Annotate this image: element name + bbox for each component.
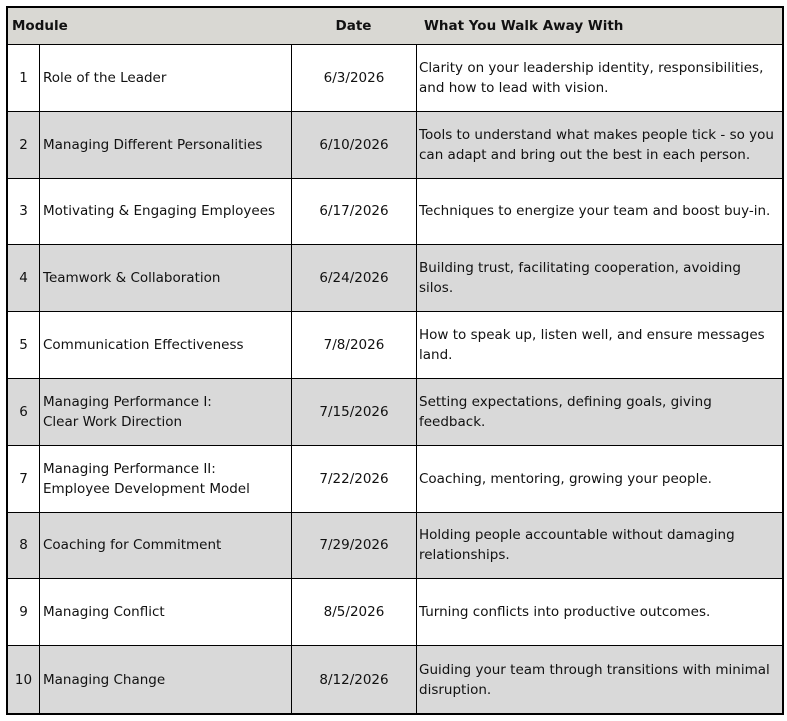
row-2-title: Managing Different Personalities: [39, 112, 291, 179]
header-walk-away: What You Walk Away With: [416, 8, 782, 45]
row-7-title: Managing Performance II: Employee Development Model: [39, 446, 291, 513]
row-10-title: Managing Change: [39, 646, 291, 713]
row-9-walk-away: Turning conflicts into productive outcomes.: [416, 579, 782, 646]
row-8-walk-away: Holding people accountable without damaging relationships.: [416, 513, 782, 580]
row-5-date: 7/8/2026: [291, 312, 416, 379]
row-7-date: 7/22/2026: [291, 446, 416, 513]
row-4-title: Teamwork & Collaboration: [39, 245, 291, 312]
row-3-title: Motivating & Engaging Employees: [39, 179, 291, 246]
row-6-number: 6: [8, 379, 39, 446]
row-10-walk-away: Guiding your team through transitions with minimal disruption.: [416, 646, 782, 713]
row-8-date: 7/29/2026: [291, 513, 416, 580]
row-3-number: 3: [8, 179, 39, 246]
row-1-date: 6/3/2026: [291, 45, 416, 112]
row-9-date: 8/5/2026: [291, 579, 416, 646]
row-7-walk-away: Coaching, mentoring, growing your people.: [416, 446, 782, 513]
row-1-walk-away: Clarity on your leadership identity, responsibilities, and how to lead with vision.: [416, 45, 782, 112]
module-schedule-table: [6, 6, 784, 715]
row-10-date: 8/12/2026: [291, 646, 416, 713]
row-6-date: 7/15/2026: [291, 379, 416, 446]
row-9-number: 9: [8, 579, 39, 646]
row-5-walk-away: How to speak up, listen well, and ensure messages land.: [416, 312, 782, 379]
row-9-title: Managing Conflict: [39, 579, 291, 646]
row-6-walk-away: Setting expectations, defining goals, giving feedback.: [416, 379, 782, 446]
row-4-walk-away: Building trust, facilitating cooperation, avoiding silos.: [416, 245, 782, 312]
row-6-title: Managing Performance I: Clear Work Direction: [39, 379, 291, 446]
row-3-walk-away: Techniques to energize your team and boost buy-in.: [416, 179, 782, 246]
row-5-title: Communication Effectiveness: [39, 312, 291, 379]
row-8-number: 8: [8, 513, 39, 580]
header-date: Date: [291, 8, 416, 45]
row-2-walk-away: Tools to understand what makes people tick - so you can adapt and bring out the best in each person.: [416, 112, 782, 179]
row-3-date: 6/17/2026: [291, 179, 416, 246]
row-1-title: Role of the Leader: [39, 45, 291, 112]
row-4-date: 6/24/2026: [291, 245, 416, 312]
header-module: Module: [8, 8, 291, 45]
row-10-number: 10: [8, 646, 39, 713]
row-2-number: 2: [8, 112, 39, 179]
row-7-number: 7: [8, 446, 39, 513]
row-5-number: 5: [8, 312, 39, 379]
row-2-date: 6/10/2026: [291, 112, 416, 179]
row-8-title: Coaching for Commitment: [39, 513, 291, 580]
row-4-number: 4: [8, 245, 39, 312]
row-1-number: 1: [8, 45, 39, 112]
